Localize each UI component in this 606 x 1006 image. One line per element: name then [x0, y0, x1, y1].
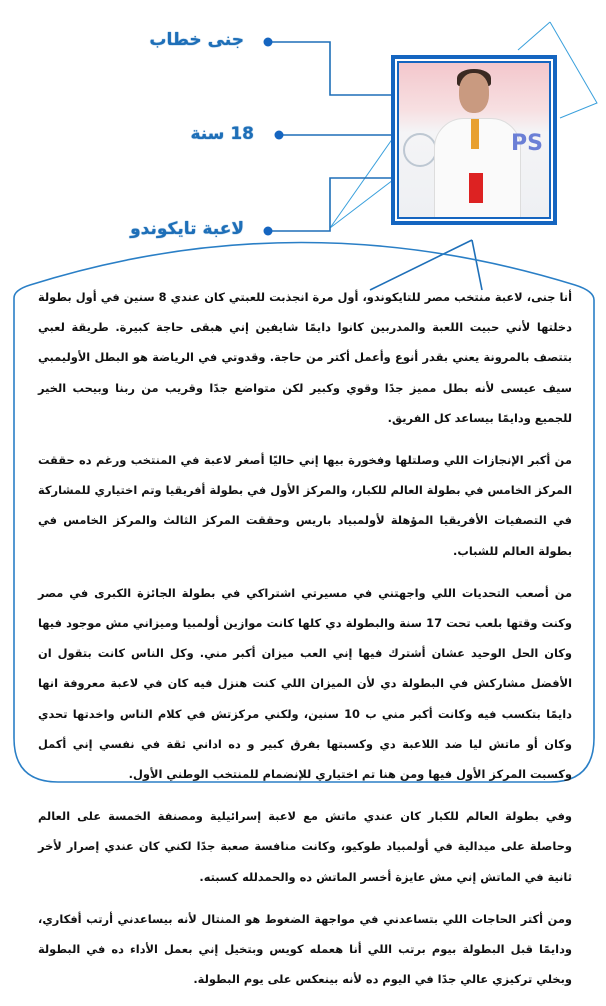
paragraph-world-championship: وفي بطولة العالم للكبار كان عندي ماتش مع لاعبة إسرائيلية ومصنفة الخمسة على العالم وحاصلة على ميدالية في أولمبياد طوكيو، وكانت منافسة صعبة جدًا لكني كان عندي إصرار لأخر ثانية في الماتش إني مش عايزة أخسر الماتش ده والحمدلله كسبته. — [38, 809, 572, 884]
paragraph-achievements: من أكبر الإنجازات اللي وصلتلها وفخورة بيها إني حاليًا أصغر لاعبة في المنتخب ورغم ده حققت المركز الخامس في بطولة العالم للكبار، والمركز الأول في بطولة أفريقيا وتم اختياري للمشاركة في التصفيات الأفريقيا المؤهلة لأولمبياد باريس وحققت المركز الثالث والمركز الخامس في بطولة العالم للشباب. — [38, 453, 572, 558]
age-label: 18 سنة — [190, 124, 254, 144]
paragraph-challenges: من أصعب التحديات اللي واجهتني في مسيرتي اشتراكي في بطولة الجائزة الكبرى في مصر وكنت وقتها بلعب تحت 17 سنة والبطولة دي كلها كانت موازين أولمبيا وميزاني مش موجود فيها وكان الحل الوحيد عشان أشترك فيها إني العب ميزان أكبر مني. وكل الناس كانت بتقول ان الأفضل مشاركش في البطولة دي لأن الميزان اللي كنت هنزل فيه كان في لاعبة معروفة انها دايمًا بتكسب فيه وكانت أكبر مني ب 10 سنين، ولكني مركزتش في كلام الناس واخدتها تحدي وكان أو ماتش ليا ضد اللاعبة دي وكسبتها بفرق كبير و ده اداني ثقة في نفسي إني أكمل وكسبت المركز الأول فيها ومن هنا تم اختياري للإنضمام للمنتخب الوطني الأول. — [38, 585, 573, 782]
role-label: لاعبة تايكوندو — [130, 219, 244, 239]
bullet-dot — [264, 38, 273, 47]
seal-icon — [403, 133, 437, 167]
name-label: جنى خطاب — [149, 30, 244, 50]
bullet-dot — [264, 227, 273, 236]
profile-photo-frame — [391, 55, 557, 225]
paragraph-intro: أنا جنى، لاعبة منتخب مصر للتايكوندو، أول مرة انجذبت للعبتي كان عندي 8 سنين في أول بطولة دخلتها لأني حبيت اللعبة والمدربين كانوا دايمًا شايفين إني هبقى حاجة كبيرة. طريقة لعبي بتتصف بالمرونة يعني بقدر أنوع وأعمل أكتر من حاجة. وقدوتي في الرياضة هو البطل الأوليمبي سيف عيسى لأنه بطل مميز جدًا وقوي وكبير لكن متواضع جدًا وقريب من ربنا وبيحب الخير للجميع ودايمًا بيساعد كل الفريق. — [38, 290, 572, 425]
bullet-dot — [275, 131, 284, 140]
triangle-deco-left — [330, 138, 393, 228]
flag-icon — [469, 173, 483, 203]
interview-text — [38, 282, 572, 1006]
triangle-deco — [550, 22, 597, 118]
paragraph-pressure: ومن أكتر الحاجات اللي بتساعدني في مواجهة الضغوط هو المنتال لأنه بيساعدني أرتب أفكاري، ودايمًا قبل البطولة بيوم برتب اللي أنا هعمله كويس وبتخيل إني بعمل الأداء ده في البطولة وبخلي تركيزي عالي جدًا في اليوم ده لأنه بينعكس على يوم البطولة. — [38, 911, 572, 987]
profile-photo — [397, 61, 551, 219]
photo-backdrop-text: PS — [511, 131, 543, 156]
medal-icon — [471, 119, 479, 149]
